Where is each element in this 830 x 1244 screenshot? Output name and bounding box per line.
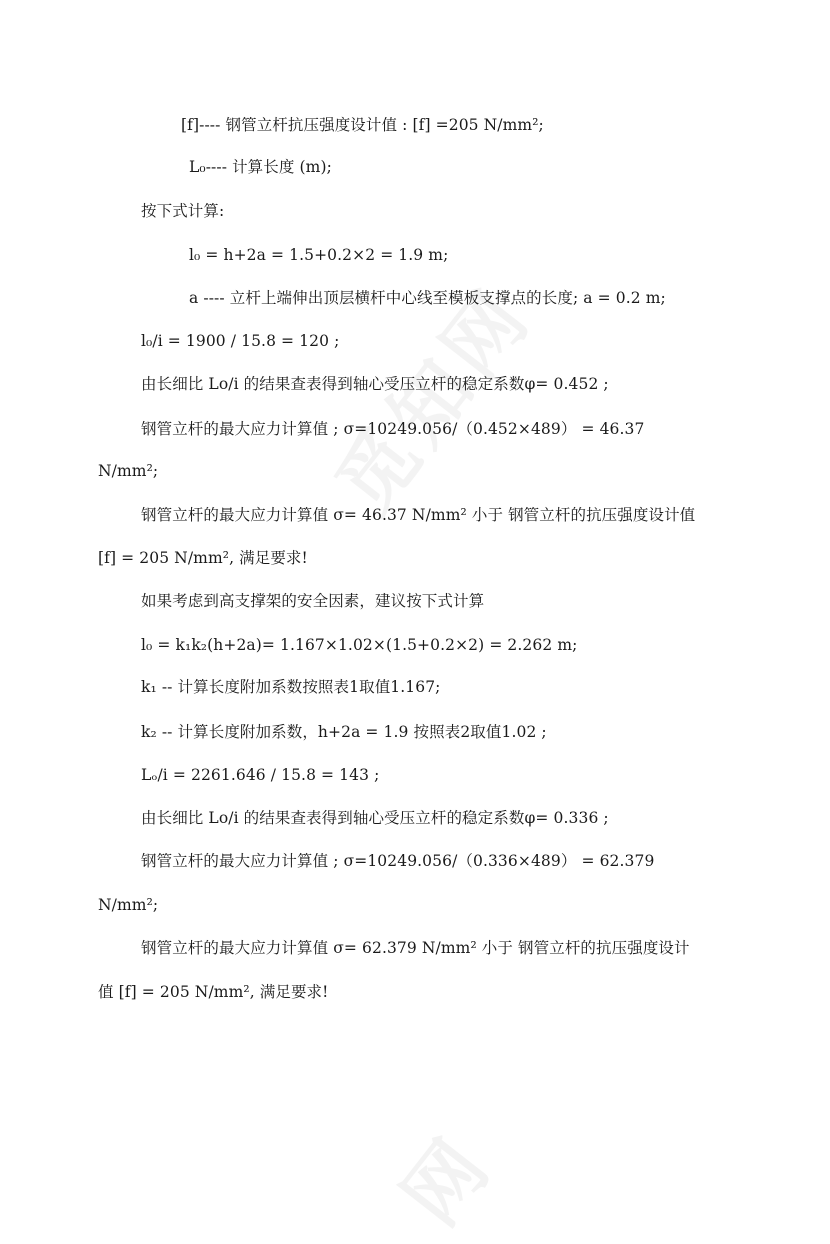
text-line: 由长细比 Lo/i 的结果查表得到轴心受压立杆的稳定系数φ= 0.452 ; [141, 375, 609, 393]
text-line: [f] = 205 N/mm², 满足要求! [98, 549, 308, 567]
text-line: l₀ = k₁k₂(h+2a)= 1.167×1.02×(1.5+0.2×2) = 2.262 m; [141, 636, 578, 654]
text-line: 钢管立杆的最大应力计算值 ; σ=10249.056/（0.336×489） = 62.379 [141, 852, 655, 870]
text-line: 钢管立杆的最大应力计算值 σ= 46.37 N/mm² 小于 钢管立杆的抗压强度设计值 [141, 506, 696, 524]
text-line: l₀/i = 1900 / 15.8 = 120 ; [141, 332, 340, 350]
watermark-fragment [372, 1108, 513, 1244]
text-line: l₀ = h+2a = 1.5+0.2×2 = 1.9 m; [189, 246, 449, 264]
text-line: 按下式计算: [141, 202, 225, 220]
text-line: k₁ -- 计算长度附加系数按照表1取值1.167; [141, 678, 441, 696]
text-line: a ---- 立杆上端伸出顶层横杆中心线至模板支撑点的长度; a = 0.2 m; [189, 289, 666, 307]
text-line: N/mm²; [98, 896, 159, 914]
text-line: [f]---- 钢管立杆抗压强度设计值 : [f] =205 N/mm²; [181, 116, 544, 134]
text-line: Lₒ/i = 2261.646 / 15.8 = 143 ; [141, 766, 380, 784]
text-line: N/mm²; [98, 462, 159, 480]
text-line: 如果考虑到高支撑架的安全因素，建议按下式计算 [141, 592, 485, 610]
text-line: 钢管立杆的最大应力计算值 σ= 62.379 N/mm² 小于 钢管立杆的抗压强度设计 [141, 939, 690, 957]
text-line: 钢管立杆的最大应力计算值 ; σ=10249.056/（0.452×489） = 46.37 [141, 420, 645, 438]
text-line: 由长细比 Lo/i 的结果查表得到轴心受压立杆的稳定系数φ= 0.336 ; [141, 809, 609, 827]
text-line: 值 [f] = 205 N/mm², 满足要求! [98, 983, 329, 1001]
text-line: L₀---- 计算长度 (m); [189, 158, 332, 176]
text-line: k₂ -- 计算长度附加系数，h+2a = 1.9 按照表2取值1.02 ; [141, 723, 547, 741]
